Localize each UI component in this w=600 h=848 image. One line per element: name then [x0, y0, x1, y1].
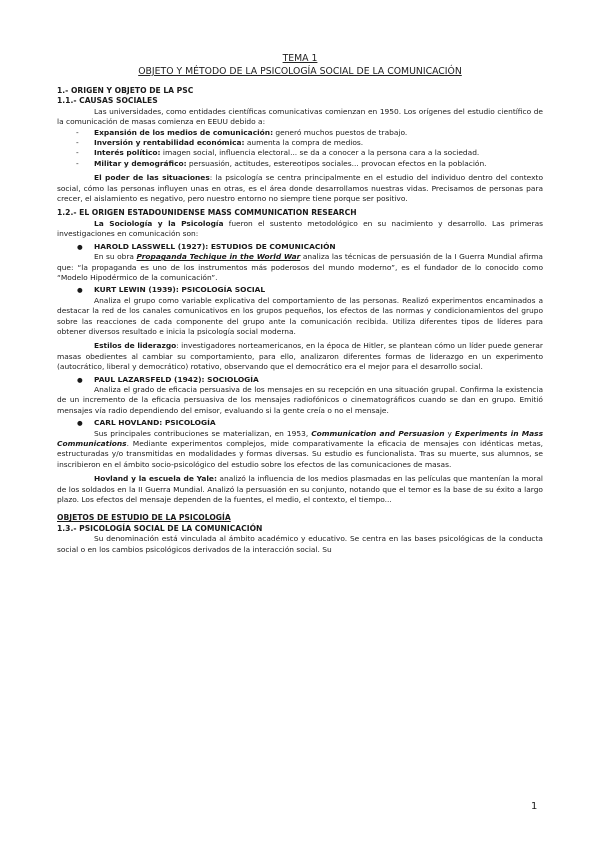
hovland-paragraph: Sus principales contribuciones se materializan, en 1953, Communication and Persuasion y Experiments in Mass Communications. Mediante experimentos complejos, mide comparativamente la eficacia de mensajes con idénticas metas, estructuradas y/o transmitidas en modalidades y formas diversas. Su estudio es funcionalista. Tras su muerte, sus alumnos, se inscribieron en el ámbito socio-psicológico del estudio sobre los efectos de las comunicaciones de masas. [57, 428, 544, 469]
lazarsfeld-heading: ● PAUL LAZARSFELD (1942): SOCIOLOGÍA [57, 375, 543, 385]
page-number: 1 [531, 801, 538, 812]
section-1-2-heading: 1.2.- EL ORIGEN ESTADOUNIDENSE MASS COMMUNICATION RESEARCH [57, 208, 357, 218]
lewin-paragraph: Analiza el grupo como variable explicativa del comportamiento de las personas. Realizó experimentos encaminados a destacar la red de los canales comunicativos en los grupos pequeños, los efectos de las normas y condicionamientos del grupo sobre las reacciones de cada componente del grupo ante la comunicación recibida. Utiliza diferentes tipos de líderes para obtener diversos resultado e inicia la psicología social moderna. [57, 295, 543, 336]
causes-list [57, 128, 543, 170]
lasswell-paragraph: En su obra Propaganda Techique in the World War analiza las técnicas de persuasión de la I Guerra Mundial afirma que: “la propaganda es uno de los instrumentos más poderosos del mundo moderno”, es el fundador de lo conocido como “Modelo Hipodérmico de la comunicación”. [57, 252, 543, 282]
cause-item: - Inversión y rentabilidad económica: aumenta la compra de medios. [57, 138, 543, 148]
lasswell-work-title: Propaganda Techique in the World War [136, 252, 301, 262]
yale-paragraph: Hovland y la escuela de Yale: analizó la influencia de los medios plasmadas en las películas que mantenían la moral de los soldados en la II Guerra Mundial. Analizó la persuasión en su conjunto, notando que el temor es la base de su éxito a largo plazo. Los efectos del mensaje dependen de la fuentes, el medio, el contexto, el tiempo... [57, 474, 543, 505]
estilos-paragraph: Estilos de liderazgo: investigadores norteamericanos, en la época de Hitler, se plantean cómo un líder puede generar masas obedientes al cambiar su comportamiento, para ello, analizaron diferentes formas de liderazgo en un experimento (autocrático, liberal y democrático) rotativo, observando que el democrático era el mejor para el desarrollo social. [57, 341, 543, 372]
doc-title-line1: TEMA 1 [282, 53, 318, 64]
poder-paragraph: El poder de las situaciones: la psicología se centra principalmente en el estudio del individuo dentro del contexto social, cómo las personas influyen unas en otras, es el área donde desarrollamos nuestras vidas. Precisamos de personas para crecer, el aislamiento es negativo, pero nuestro entorno no siempre tiene porque ser positivo. [57, 173, 543, 204]
lazarsfeld-paragraph: Analiza el grado de eficacia persuasiva de los mensajes en su recepción en una situación grupal. Confirma la existencia de un incremento de la eficacia persuasiva de los mensajes radiofónicos o cinematográficos cuando se dan en grupo. Emitió mensajes vía radio dependiendo del emisor, evaluando si la gente creía o no el mensaje. [57, 384, 543, 415]
section-1-3-paragraph: Su denominación está vinculada al ámbito académico y educativo. Se centra en las bases psicológicas de la conducta social o en los cambios psicológicos derivados de la interacción social. Su [57, 534, 543, 554]
cause-item: - Expansión de los medios de comunicación: generó muchos puestos de trabajo. [57, 128, 543, 138]
lewin-heading: ● KURT LEWIN (1939): PSICOLOGÍA SOCIAL [57, 285, 543, 295]
cause-item: - Militar y demográfico: persuasión, actitudes, estereotipos sociales... provocan efectos en la población. [57, 159, 543, 169]
cause-item: - Interés político: imagen social, influencia electoral... se da a conocer a la persona cara a la sociedad. [57, 148, 543, 158]
section-1-heading: 1.- ORIGEN Y OBJETO DE LA PSC [57, 86, 194, 95]
objetos-heading: OBJETOS DE ESTUDIO DE LA PSICOLOGÍA [57, 513, 231, 523]
section-1-3-heading: 1.3.- PSICOLOGÍA SOCIAL DE LA COMUNICACIÓN [57, 523, 263, 533]
document-page [57, 52, 543, 555]
section-1-2-paragraph: La Sociología y la Psicología fueron el sustento metodológico en su nacimiento y desarrollo. Las primeras investigaciones en comunicación son: [57, 218, 544, 239]
hovland-heading: ● CARL HOVLAND: PSICOLOGÍA [57, 418, 543, 428]
section-1-1-paragraph: Las universidades, como entidades científicas comunicativas comienzan en 1950. Los orígenes del estudio científico de la comunicación de masas comienza en EEUU debido a: [57, 106, 543, 127]
doc-title-line2: OBJETO Y MÉTODO DE LA PSICOLOGÍA SOCIAL DE LA COMUNICACIÓN [138, 66, 462, 77]
section-1-1-heading: 1.1.- CAUSAS SOCIALES [57, 96, 158, 106]
lasswell-heading: ● HAROLD LASSWELL (1927): ESTUDIOS DE COMUNICACIÓN [57, 242, 543, 252]
